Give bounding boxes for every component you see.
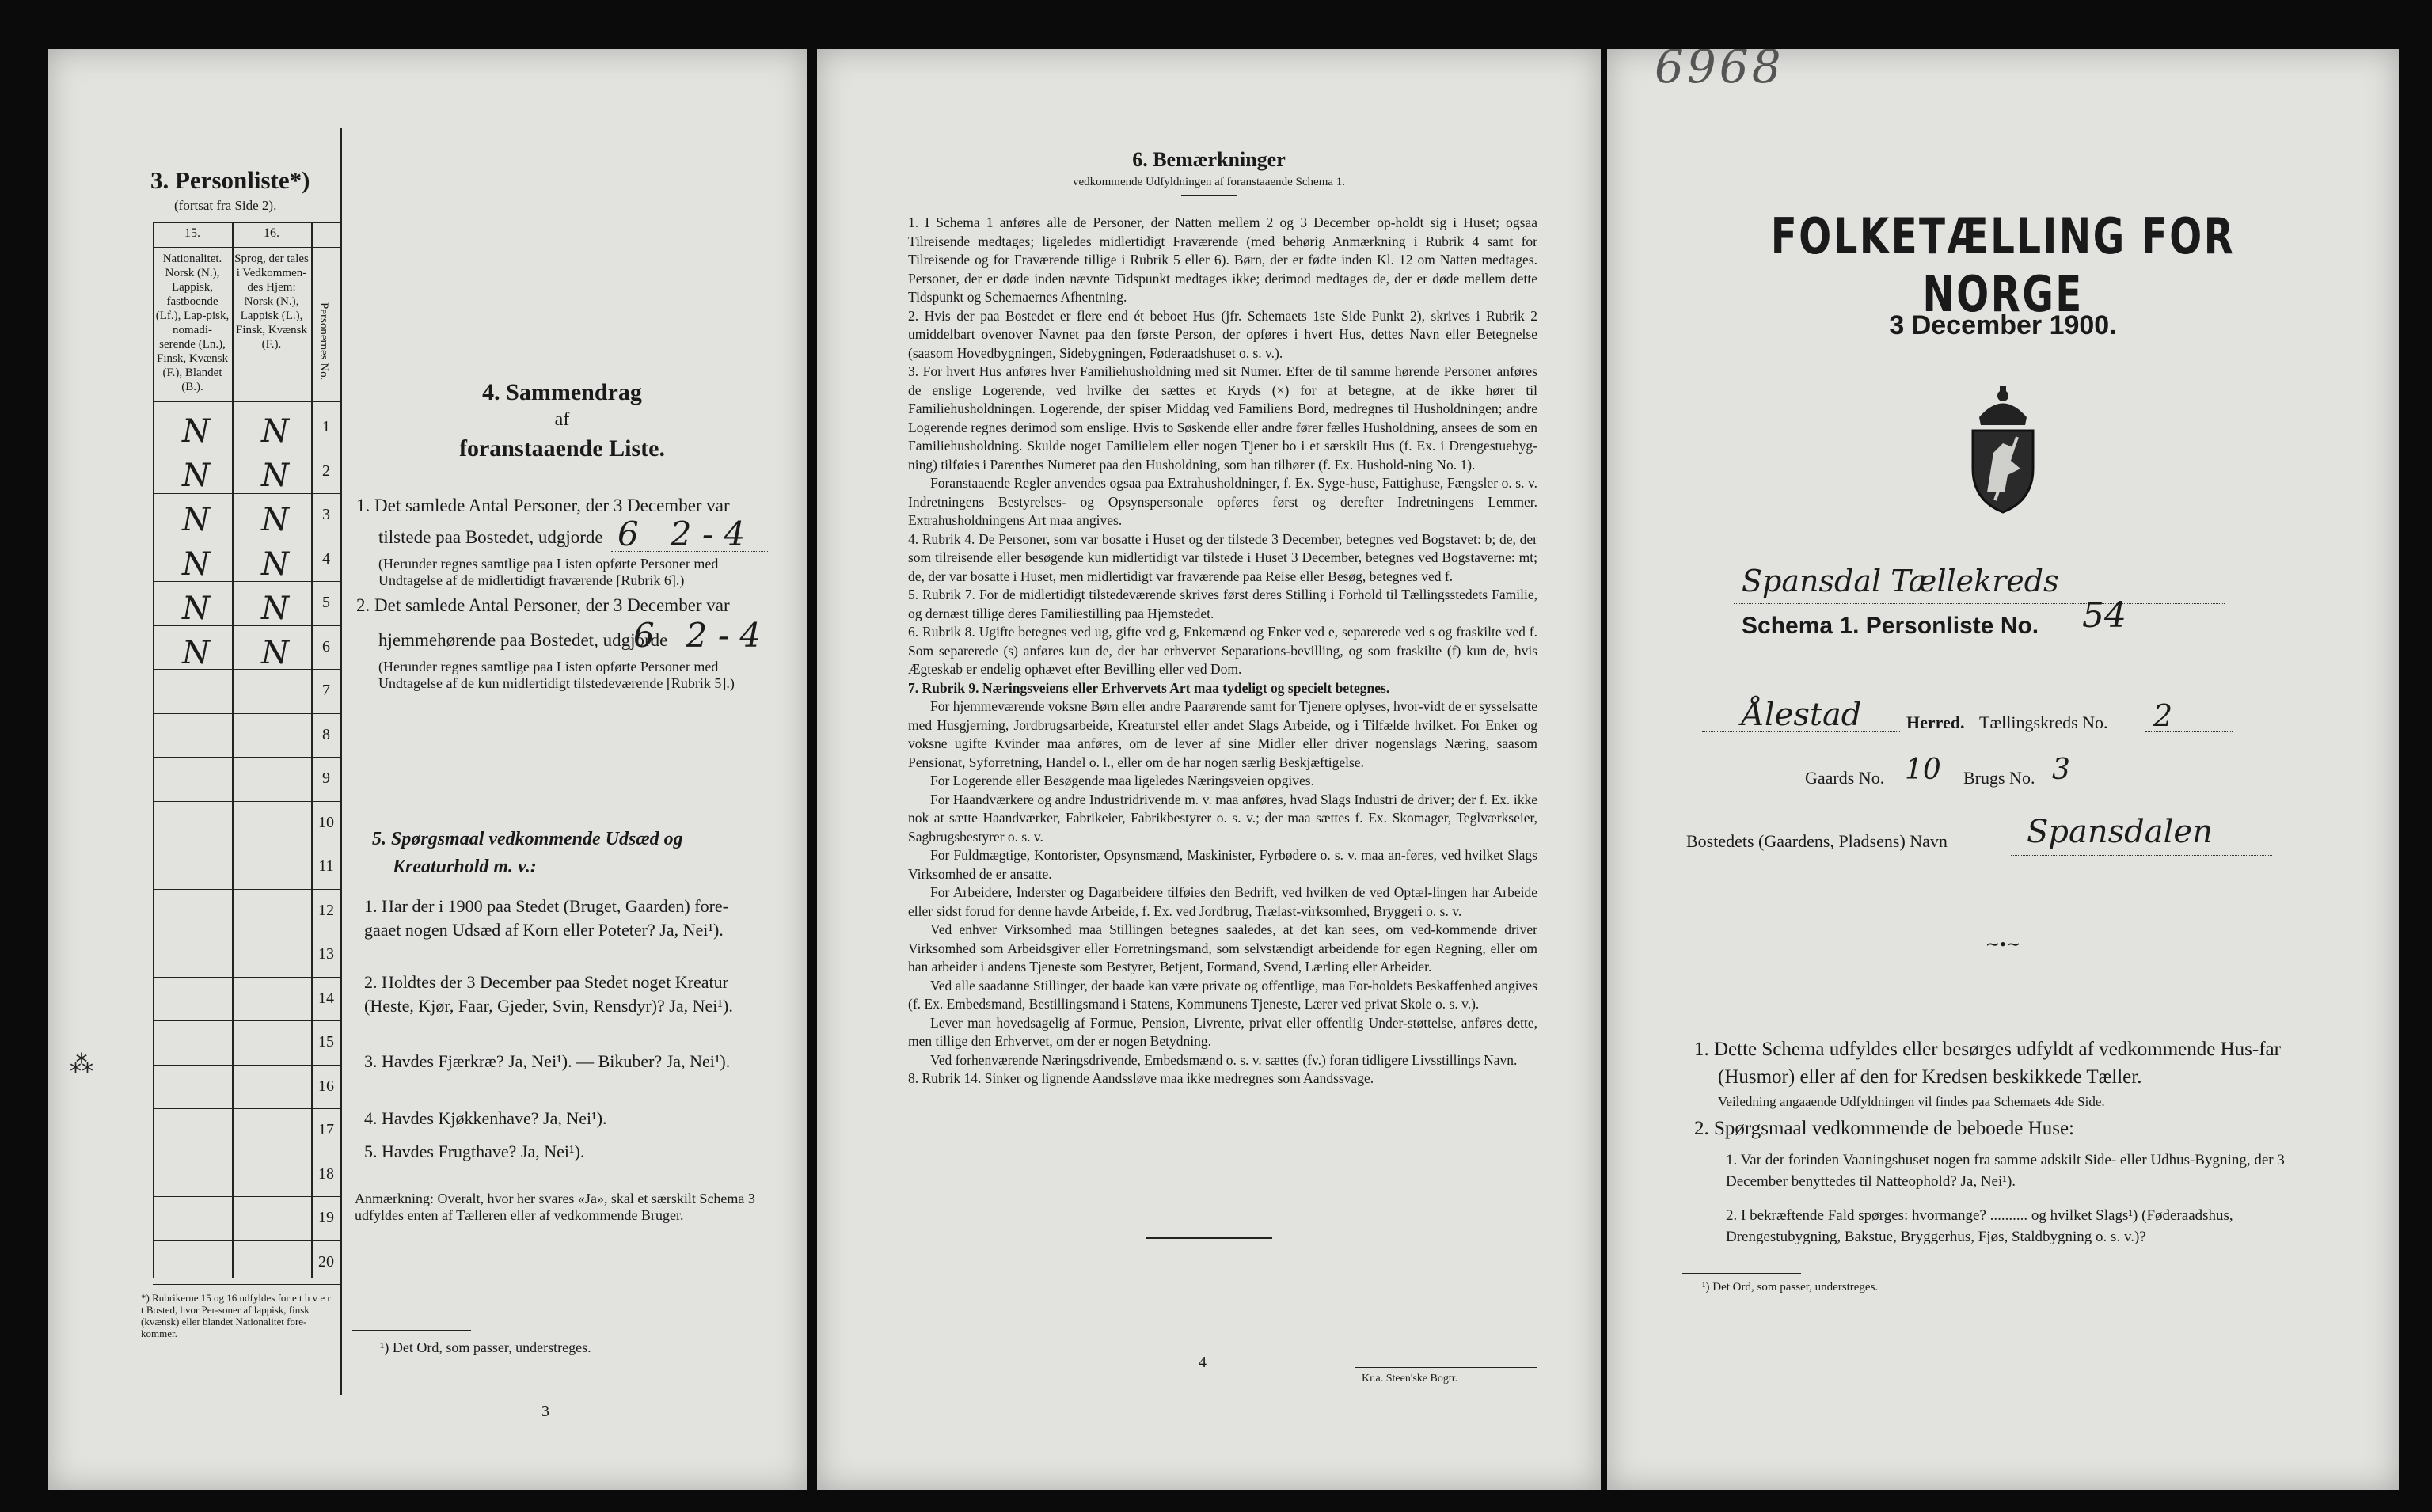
page-title-sheet [1607, 49, 2399, 1490]
row-number: 8 [322, 725, 330, 743]
personliste-title: 3. Personliste*) [150, 166, 310, 194]
remark-item: For Fuldmægtige, Kontorister, Opsynsmænd, Maskinister, Fyrbødere o. s. v. maa an-føres, ved hvilket Slags Virksomhed de er ansatte. [908, 847, 1537, 882]
table-row-divider [153, 757, 340, 758]
herred-handwritten: Ålestad [1742, 697, 1862, 733]
table-row-divider [153, 801, 340, 802]
col16-number: 16. [264, 226, 279, 240]
row-number: 9 [322, 769, 330, 787]
row-number: 12 [318, 901, 334, 919]
remark-item: Ved enhver Virksomhed maa Stillingen betegnes saaledes, at det kan sees, om ved-kommende driver Virksomhed som Arbeidsgiver eller Forretningsmand, som selvstændigt arbeidende for egen Regning, eller om han arbeider i andens Tjeneste som Bestyrer, Betjent, Formand, Svend, Lærling eller Arbeider. [908, 921, 1537, 974]
col17-header: Personernes No. [317, 302, 330, 381]
col15-number: 15. [184, 226, 200, 240]
remark-item: For Haandværkere og andre Industridrivende m. v. maa anføres, hvad Slags Industri de driver; der f. Ex. ikke nok at sætte Haandværker, Fabrikeier, Fabrikbestyrer o. s. v.; der maa sættes f. Ex. Skomager, Teglværkseier, Sagbrugsbestyrer o. s. v. [908, 791, 1537, 845]
remark-item: Ved forhenværende Næringsdrivende, Embedsmænd o. s. v. sættes (fv.) foran tidligere Livsstillings Navn. [930, 1051, 1518, 1068]
row-number: 17 [318, 1121, 334, 1138]
kreds-number: 2 [2153, 698, 2173, 733]
gaards-number: 10 [1905, 754, 1941, 786]
table-row-divider [153, 1065, 340, 1066]
schema-label: Schema 1. Personliste No. [1742, 613, 2039, 639]
section5-remark: Anmærkning: Overalt, hvor her svares «Ja», skal et særskilt Schema 3 udfyldes enten af Tælleren eller af vedkommende Bruger. [355, 1191, 755, 1223]
col16-header: Sprog, der tales i Vedkommen-des Hjem: Norsk (N.), Lappisk (L.), Finsk, Kvænsk (F.). [234, 253, 309, 351]
district-handwritten: Spansdal Tællekreds [1742, 564, 2059, 598]
nationality-cell: N [182, 591, 210, 627]
remark-item: 8. Rubrik 14. Sinker og lignende Aandssløve maa ikke medregnes som Aandssvage. [908, 1070, 1374, 1086]
section5-q5: 5. Havdes Frugthave? Ja, Nei¹). [364, 1142, 585, 1161]
table-row-divider [153, 1108, 340, 1109]
archive-number: 6968 [1655, 49, 1784, 93]
table-row-divider [153, 1196, 340, 1197]
row-number: 14 [318, 989, 334, 1007]
remarks-subheading: vedkommende Udfyldningen af foranstaaende Schema 1. [1072, 176, 1346, 188]
row-number: 6 [322, 637, 330, 655]
section5-footnote: ¹) Det Ord, som passer, understreges. [380, 1339, 591, 1355]
summary-item2-line1: 2. Det samlede Antal Personer, der 3 December var [356, 595, 730, 615]
bosted-name: Spansdalen [2027, 814, 2213, 850]
ink-smudge-icon: ⁂ [70, 1051, 93, 1077]
nationality-cell: N [182, 635, 210, 671]
table-row-divider [153, 669, 340, 670]
remark-item: 7. Rubrik 9. Næringsveiens eller Erhvervets Art maa tydeligt og specielt betegnes. [908, 679, 1390, 696]
instruction-1: 1. Dette Schema udfyldes eller besørges udfyldt af vedkommende Hus-far (Husmor) eller af den for Kredsen beskikkede Tæller. [1694, 1039, 2281, 1088]
summary-heading-liste: foranstaaende Liste. [459, 435, 665, 462]
row-number: 20 [318, 1252, 334, 1271]
summary-item2-values: 6 2 - 4 [633, 616, 762, 655]
instruction-1-note: Veiledning angaaende Udfyldningen vil findes paa Schemaets 4de Side. [1718, 1094, 2105, 1109]
section5-heading: 5. Spørgsmaal vedkommende Udsæd og [372, 829, 683, 849]
table-row-divider [153, 1284, 340, 1285]
row-number: 13 [318, 945, 334, 963]
language-cell: N [261, 635, 289, 671]
remarks-list [908, 214, 1537, 1088]
row-number: 19 [318, 1209, 334, 1226]
language-cell: N [261, 413, 289, 450]
remark-item: 2. Hvis der paa Bostedet er flere end ét beboet Hus (jfr. Schemaets 1ste Side Punkt 2), skrives i Rubrik 2 umiddelbart ovenover Navnet paa den første Person, der opføres i hvert Hus, dettes Navn eller Betegnelse (saasom Hovedbygningen, Sidebygningen, Føderaadshuset o. s. v.). [908, 307, 1537, 361]
table-row-divider [153, 1240, 340, 1241]
norway-coat-of-arms-icon [1955, 382, 2050, 516]
table-row-divider [153, 625, 340, 626]
summary-item1-note: (Herunder regnes samtlige paa Listen opførte Personer med Undtagelse af de midlertidigt fraværende [Rubrik 6].) [378, 556, 719, 588]
page-personliste [48, 49, 808, 1490]
census-title: FOLKETÆLLING FOR NORGE [1770, 207, 2236, 323]
row-number: 16 [318, 1077, 334, 1095]
language-cell: N [261, 502, 289, 538]
personliste-subtitle: (fortsat fra Side 2). [174, 198, 277, 213]
summary-heading: 4. Sammendrag [482, 379, 642, 405]
brugs-label: Brugs No. [1963, 768, 2035, 788]
title-footnote: ¹) Det Ord, som passer, understreges. [1702, 1281, 1879, 1294]
table-row-divider [153, 889, 340, 890]
section5-q1: 1. Har der i 1900 paa Stedet (Bruget, Gaarden) fore-gaaet nogen Udsæd af Korn eller Poteter? Ja, Nei¹). [364, 896, 728, 940]
language-cell: N [261, 458, 289, 494]
row-number: 18 [318, 1164, 334, 1183]
census-date: 3 December 1900. [1889, 310, 2117, 340]
row-number: 3 [322, 506, 330, 523]
page-number: 3 [542, 1403, 549, 1420]
bosted-label: Bostedets (Gaardens, Pladsens) Navn [1686, 831, 1948, 851]
instruction-2: 2. Spørgsmaal vedkommende de beboede Huse: [1694, 1118, 2074, 1139]
section5-q2: 2. Holdtes der 3 December paa Stedet noget Kreatur (Heste, Kjør, Faar, Gjeder, Svin, Rensdyr)? Ja, Nei¹). [364, 972, 733, 1016]
remark-item: For Arbeidere, Inderster og Dagarbeidere tilføies den Bedrift, ved hvilken de ved Optæl-lingen har Arbeide eller sidst forud for denne havde Arbeide, f. Ex. ved Jordbrug, Trælast-virksomhed, Bryggeri o. s. v. [908, 884, 1537, 919]
row-number: 1 [322, 418, 330, 435]
personliste-footnote: *) Rubrikerne 15 og 16 udfyldes for e t h v e r t Bosted, hvor Per-soner af lappisk, finsk (kvænsk) eller blandet Nationalitet fore-kommer. [141, 1292, 331, 1339]
nationality-cell: N [182, 546, 210, 583]
summary-item1-line2: tilstede paa Bostedet, udgjorde [378, 527, 603, 547]
brugs-number: 3 [2052, 754, 2070, 786]
remark-item: Ved alle saadanne Stillinger, der baade kan være private og offentlige, maa For-holdets Beskaffenhed angives (f. Ex. Embedsmand, Bestillingsmand i Statens, Kommunens Tjeneste, Lærer ved privat Skole o. s. v.). [908, 977, 1537, 1012]
remark-item: Foranstaaende Regler anvendes ogsaa paa Extrahusholdninger, f. Ex. Syge-huse, Fattighuse, Fængsler o. s. v. Indretningens Bestyrelses- og Opsynspersonale opføres først og derefter Indretningens Lemmer. Extrahusholdningens Art maa angives. [908, 475, 1537, 528]
row-number: 2 [322, 462, 330, 480]
table-row-divider [153, 977, 340, 978]
language-cell: N [261, 591, 289, 627]
row-number: 4 [322, 549, 330, 568]
remark-item: 5. Rubrik 7. For de midlertidigt tilstedeværende skrives først deres Stilling i Forhold til Tællingsstedets Familie, og dernæst tillige deres Familiestilling paa Hjemstedet. [908, 587, 1537, 621]
summary-item1-line1: 1. Det samlede Antal Personer, der 3 December var [356, 496, 730, 515]
table-row-divider [153, 713, 340, 714]
summary-heading-af: af [554, 409, 570, 430]
row-number: 11 [318, 857, 334, 875]
page-number: 4 [1199, 1354, 1206, 1371]
summary-item2-note: (Herunder regnes samtlige paa Listen opførte Personer med Undtagelse af de kun midlertidigt tilstedeværende [Rubrik 5].) [378, 659, 735, 691]
house-question-2: 2. I bekræftende Fald spørges: hvormange? .......... og hvilket Slags¹) (Føderaadshus, Drengestubygning, Bakstue, Bryggerhus, Fjøs, Staldbygning o. s. v.)? [1726, 1207, 2233, 1245]
summary-item1-values: 6 2 - 4 [618, 515, 746, 553]
language-cell: N [261, 546, 289, 583]
remarks-heading: 6. Bemærkninger [1132, 148, 1286, 171]
remark-item: For Logerende eller Besøgende maa ligeledes Næringsveien opgives. [930, 773, 1314, 788]
row-number: 10 [318, 813, 334, 831]
table-row-divider [153, 581, 340, 582]
ornament-divider: ∼•∼ [1985, 934, 2021, 954]
row-number: 5 [322, 594, 330, 611]
nationality-cell: N [182, 458, 210, 494]
remark-item: For hjemmeværende voksne Børn eller andre Paarørende samt for Tjenere oplyses, hvor-vidt de er sysselsatte med Husgjerning, Jordbrugsarbeide, Kreaturstel eller andet Slags Arbeide, og i Tilfælde hvilket. For Enker og voksne ugifte Kvinder maa anføres, om de lever af sine Midler eller driver nogenslags Næring, saasom Pensionat, Syforretning, Handel o. l., eller om de har nogen særlig Beskjæftigelse. [908, 698, 1537, 770]
summary-item2-line2: hjemmehørende paa Bostedet, udgjorde [378, 630, 668, 650]
remark-item: 1. I Schema 1 anføres alle de Personer, der Natten mellem 2 og 3 December op-holdt sig i Huset; ogsaa Tilreisende medtages; ligeledes midlertidigt Fraværende (med behørig Anmærkning i Rubrik 4 samt for Tilreisende og for Fraværende tillige i Rubrik 5 eller 6). Børn, der er fødte inden Kl. 12 om Natten medtages. Personer, der er døde inden nævnte Tidspunkt medtages ikke; derimod medtages de, der er døde mellem dette Tidspunkt og Schemaernes Afhentning. [908, 215, 1537, 305]
remark-item: Lever man hovedsagelig af Formue, Pension, Livrente, privat eller offentlig Under-støttelse, anføres dette, men tillige den Erhvervet, om der er nogen Betydning. [908, 1014, 1537, 1049]
table-row-divider [153, 1020, 340, 1021]
section5-q4: 4. Havdes Kjøkkenhave? Ja, Nei¹). [364, 1108, 607, 1128]
nationality-cell: N [182, 413, 210, 450]
house-question-1: 1. Var der forinden Vaaningshuset nogen fra samme adskilt Side- eller Udhus-Bygning, der 3 December benyttedes til Natteophold? Ja, Nei¹). [1726, 1152, 2285, 1190]
page-bemaerkninger [817, 49, 1601, 1490]
remark-item: 6. Rubrik 8. Ugifte betegnes ved ug, gifte ved g, Enkemænd og Enker ved e, separerede ved s og fraskilte ved f. Som separerede (s) anføres kun de, der har erhvervet Separations-bevilling, og som fraskilte (f) kun de, hvis Ægteskab er endelig ophævet efter Bevilling eller ved Dom. [908, 624, 1537, 677]
remark-item: 3. For hvert Hus anføres hver Familiehusholdning med sit Numer. Efter de til samme hørende Personer anføres de enslige Logerende, ved hvilke der sættes et Kryds (×) for at betegne, at de ikke hører til Familiehusholdningen. Logerende, der spiser Middag ved Familiens Bord, medregnes til Husholdningen; andre Logerende regnes derimod som enslige. Hvis to Søskende eller andre fører fælles Husholdning, ansees de som en Familiehusholdning. Skulde noget Familielem eller nogen Tjener bo i et særskilt Hus (f. Ex. i Drengestuebyg-ning) tilføies i Parenthes Numeret paa den Husholdning, som han tilhører (f. Ex. Hushold-ning No. 1). [908, 363, 1537, 473]
row-number: 15 [318, 1033, 334, 1050]
gaards-label: Gaards No. [1805, 768, 1885, 788]
section5-q3: 3. Havdes Fjærkræ? Ja, Nei¹). — Bikuber? Ja, Nei¹). [364, 1051, 731, 1071]
section5-heading-2: Kreaturhold m. v.: [393, 857, 537, 877]
kreds-label: Tællingskreds No. [1979, 712, 2108, 732]
row-number: 7 [322, 682, 330, 699]
col15-header: Nationalitet. Norsk (N.), Lappisk, fastboende (Lf.), Lap-pisk, nomadi-serende (Ln.), Finsk, Kvænsk (F.), Blandet (B.). [155, 253, 230, 393]
schema-number: 54 [2082, 595, 2126, 636]
nationality-cell: N [182, 502, 210, 538]
remark-item: 4. Rubrik 4. De Personer, som var bosatte i Huset og der tilstede 3 December, betegnes ved Bogstavet: b; de, der som tilreisende eller besøgende kun midlertidigt var tilstede i Huset 3 December, betegnes ved Bogstaverne: mt; de, der var bosatte i Huset, men midlertidigt var fraværende paa Reise eller Besøg, betegnes ved f. [908, 530, 1537, 584]
table-row-divider [153, 493, 340, 494]
printer-imprint: Kr.a. Steen'ske Bogtr. [1362, 1373, 1458, 1385]
herred-label: Herred. [1906, 712, 1965, 732]
